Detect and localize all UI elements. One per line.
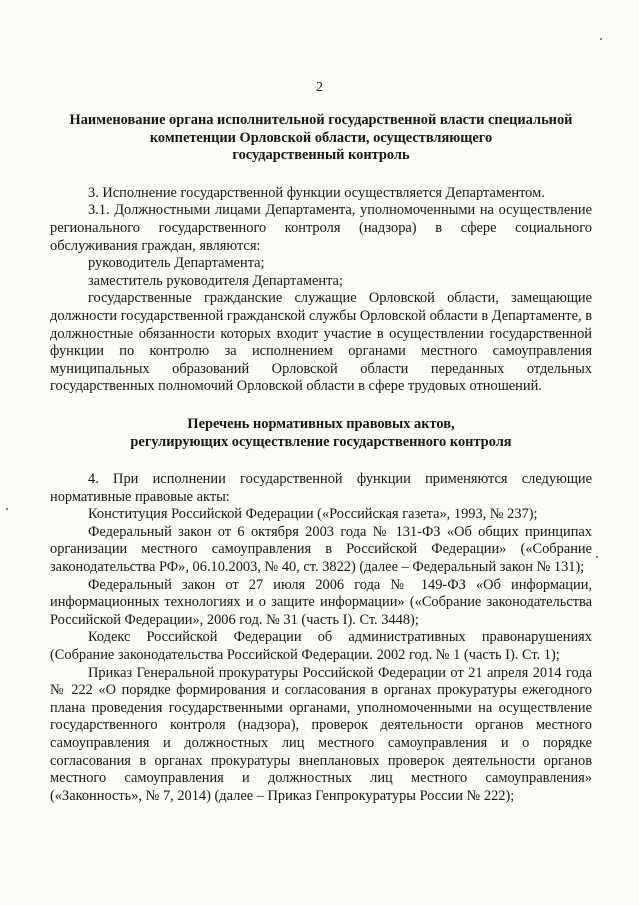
paragraph: государственные гражданские служащие Орловской области, замещающие должности государственной гражданской службы Орловской области в Департаменте, в должностные обязанности которых входит участие в осуществлении государственной функции по контролю за исполнением органами местного самоуправления муниципальных образований Орловской области переданных отдельных государственных полномочий Орловской области в сфере трудовых отношений. [50,290,592,395]
heading-line: Перечень нормативных правовых актов, [187,415,455,432]
scan-speck [600,38,602,40]
paragraph: Федеральный закон от 6 октября 2003 года № 131-ФЗ «Об общих принципах организации местного самоуправления в Российской Федерации» («Собрание законодательства РФ», 06.10.2003, № 40, ст. 3822) (далее – Федеральный закон № 131); [50,523,592,576]
scan-speck [596,556,598,558]
paragraph: Приказ Генеральной прокуратуры Российской Федерации от 21 апреля 2014 года № 222 «О порядке формирования и согласования в органах прокуратуры ежегодного плана проведения государственными органами, уполномоченными на осуществление государственного контроля (надзора), проверок деятельности органов местного самоуправления и должностных лиц местного самоуправления и о порядке согласования в органах прокуратуры внеплановых проверок деятельности органов местного самоуправления и должностных лиц местного самоуправления» («Законность», № 7, 2014) (далее – Приказ Генпрокуратуры России № 222); [50,664,592,804]
paragraph: 3. Исполнение государственной функции осуществляется Департаментом. [88,184,545,201]
paragraph: 4. При исполнении государственной функции применяются следующие нормативные правовые акты: [50,471,592,505]
heading-line: государственный контроль [232,147,410,164]
paragraph: Кодекс Российской Федерации об административных правонарушениях (Собрание законодательства Российской Федерации. 2002 год. № 1 (часть I). Ст. 1); [50,629,592,664]
legal-acts-heading [50,416,592,451]
page-number: 2 [316,80,323,95]
paragraph: руководитель Департамента; [88,255,265,272]
document-body [50,112,592,805]
paragraph: заместитель руководителя Департамента; [88,272,343,289]
paragraph: 3.1. Должностными лицами Департамента, уполномоченными на осуществление регионального государственного контроля (надзора) в сфере социального обслуживания граждан, являются: [50,202,592,254]
heading-line: Наименование органа исполнительной государственной власти специальной [69,112,573,128]
heading-line: компетенции Орловской области, осуществляющего [149,129,493,146]
paragraph: Конституция Российской Федерации («Российская газета», 1993, № 237); [88,506,538,523]
heading-line: регулирующих осуществление государственного контроля [130,433,512,450]
scan-speck [6,508,8,510]
organ-heading [50,112,592,165]
paragraph: Федеральный закон от 27 июля 2006 года № 149-ФЗ «Об информации, информационных технологиях и о защите информации» («Собрание законодательства Российской Федерации», 2006 год. № 31 (часть I). Ст. 3448); [50,576,592,628]
